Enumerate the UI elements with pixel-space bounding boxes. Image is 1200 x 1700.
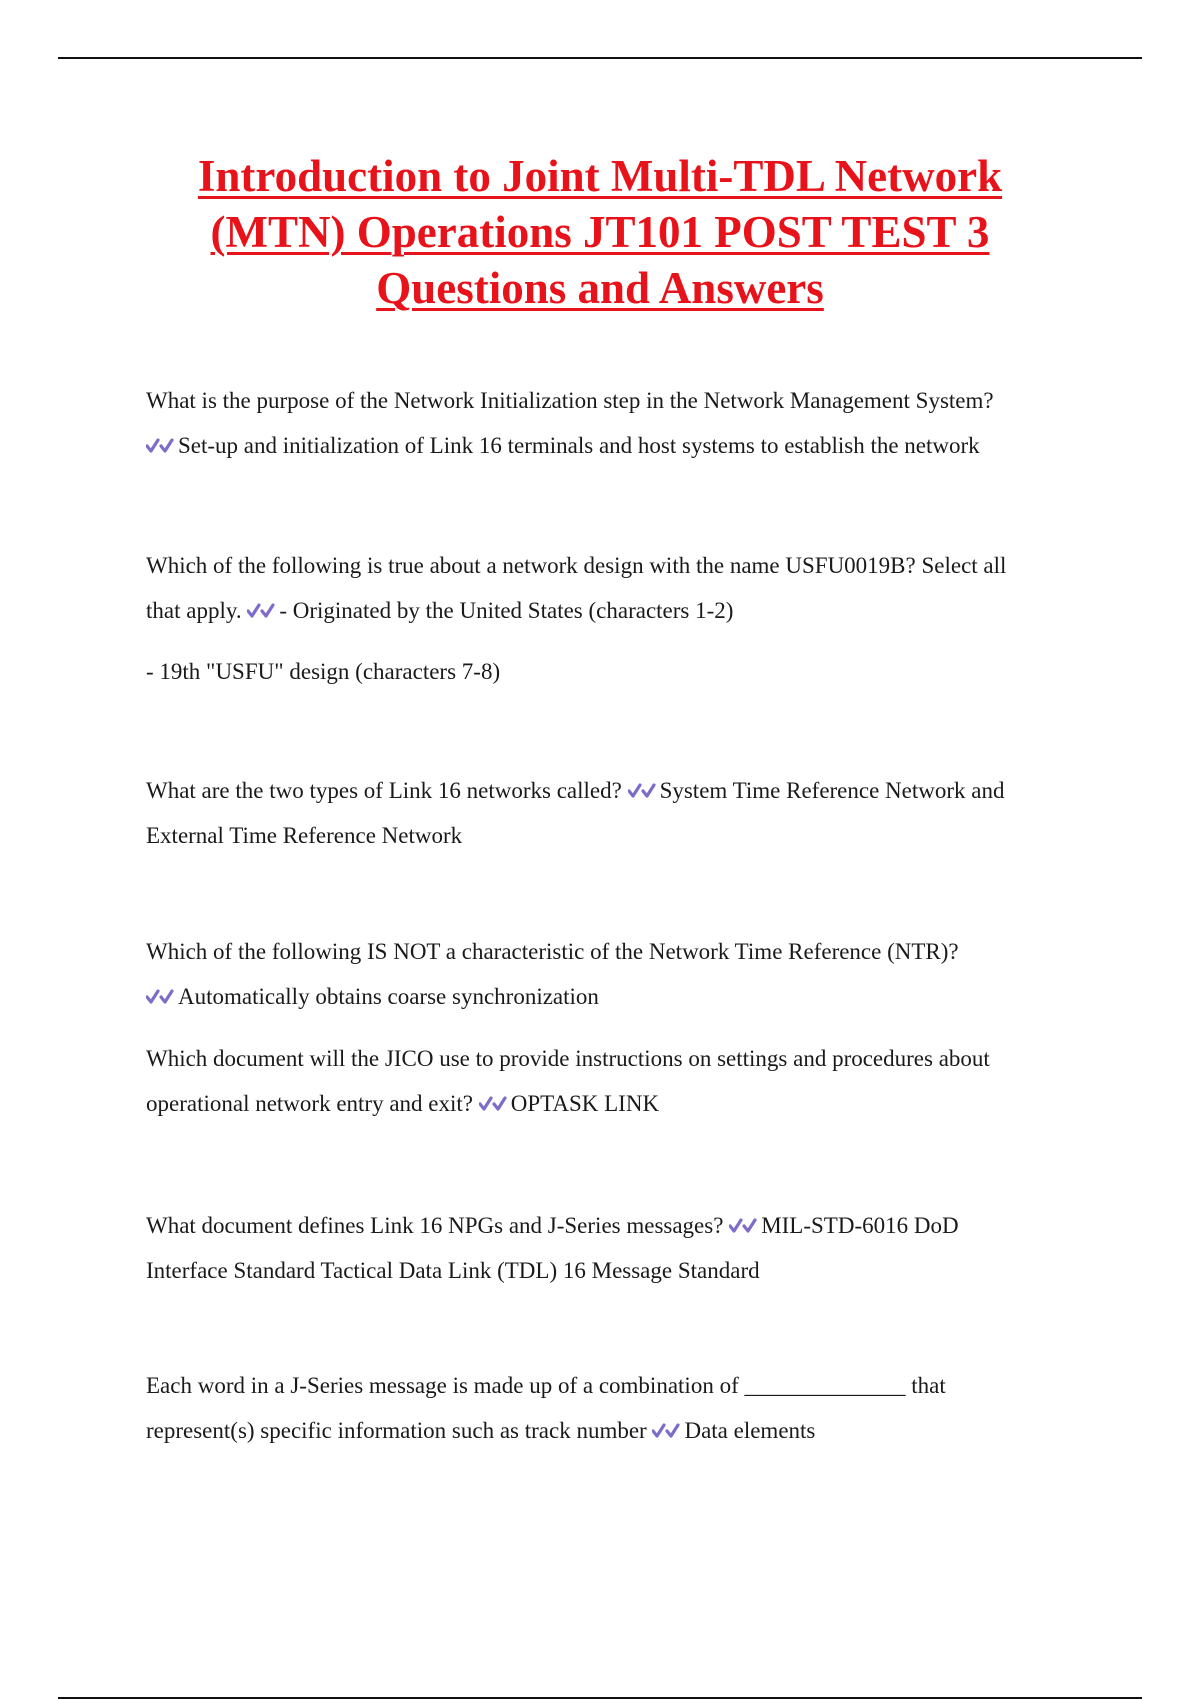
question: Which of the following is true about a network design with the name USFU0019B? Select all	[146, 553, 1007, 578]
double-check-icon	[146, 434, 174, 456]
answer: Automatically obtains coarse synchronization	[178, 984, 599, 1009]
double-check-icon	[247, 599, 275, 621]
qa-item-2	[146, 543, 1096, 694]
question: What document defines Link 16 NPGs and J-Series messages?	[146, 1213, 724, 1238]
top-rule	[58, 57, 1142, 59]
answer: Interface Standard Tactical Data Link (TDL) 16 Message Standard	[146, 1258, 760, 1283]
title-line: Questions and Answers	[376, 263, 824, 313]
answer: System Time Reference Network and	[659, 778, 1005, 803]
double-check-icon	[146, 985, 174, 1007]
question: What are the two types of Link 16 networks called?	[146, 778, 622, 803]
qa-item-7	[146, 1363, 1096, 1453]
bottom-rule	[58, 1697, 1142, 1699]
question: operational network entry and exit?	[146, 1091, 473, 1116]
double-check-icon	[479, 1092, 507, 1114]
double-check-icon	[652, 1419, 680, 1441]
qa-item-4	[146, 929, 1096, 1019]
double-check-icon	[729, 1214, 757, 1236]
answer: OPTASK LINK	[510, 1091, 660, 1116]
qa-item-5	[146, 1036, 1096, 1126]
qa-item-6	[146, 1203, 1096, 1293]
answer: - 19th "USFU" design (characters 7-8)	[146, 659, 501, 684]
page-title	[100, 148, 1100, 316]
answer: MIL-STD-6016 DoD	[761, 1213, 959, 1238]
answer: - Originated by the United States (characters 1-2)	[279, 598, 734, 623]
double-check-icon	[628, 779, 656, 801]
qa-item-3	[146, 768, 1096, 858]
answer: Data elements	[684, 1418, 816, 1443]
question: Which of the following IS NOT a characteristic of the Network Time Reference (NTR)?	[146, 939, 959, 964]
title-line: Introduction to Joint Multi-TDL Network	[197, 151, 1003, 201]
answer: External Time Reference Network	[146, 823, 463, 848]
qa-item-1	[146, 378, 1096, 468]
question: that apply.	[146, 598, 242, 623]
title-line: (MTN) Operations JT101 POST TEST 3	[210, 207, 990, 257]
answer: Set-up and initialization of Link 16 terminals and host systems to establish the network	[178, 433, 980, 458]
question: What is the purpose of the Network Initialization step in the Network Management System?	[146, 388, 994, 413]
question: Which document will the JICO use to provide instructions on settings and procedures about	[146, 1046, 990, 1071]
question: Each word in a J-Series message is made up of a combination of ______________ that	[146, 1373, 946, 1398]
question: represent(s) specific information such as track number	[146, 1418, 647, 1443]
